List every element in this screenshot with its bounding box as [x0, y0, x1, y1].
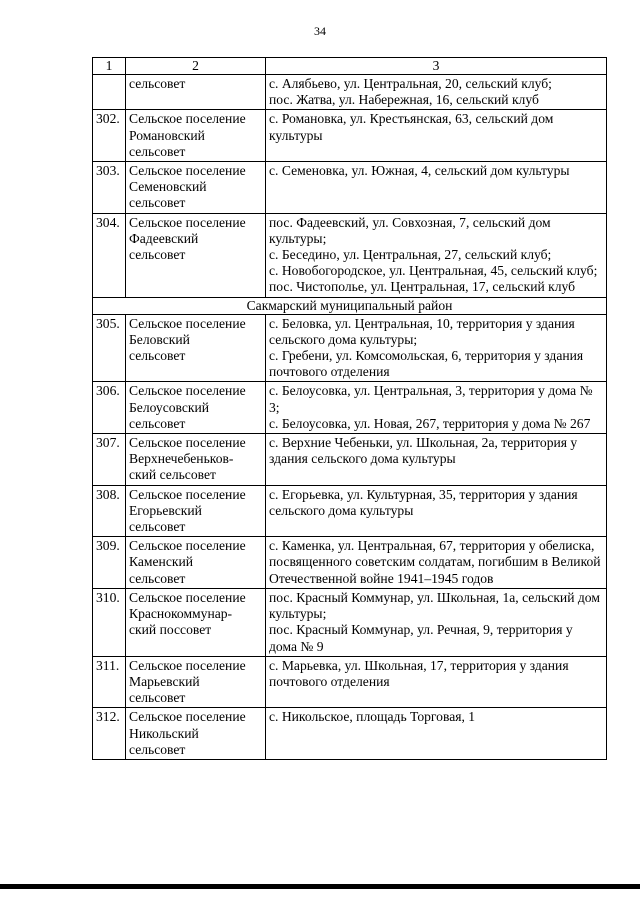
- address-entry: с. Гребени, ул. Комсомольская, 6, территория у здания почтового отделения: [269, 348, 584, 380]
- address-entry: с. Семеновка, ул. Южная, 4, сельский дом культуры: [269, 163, 570, 179]
- settlement-line: Романовский: [129, 127, 205, 143]
- row-number: 305.: [93, 314, 126, 382]
- address-entry: пос. Жатва, ул. Набережная, 16, сельский клуб: [269, 92, 539, 108]
- table-row: [93, 537, 607, 589]
- address-cell: [266, 75, 607, 110]
- settlement-line: сельсовет: [129, 519, 186, 535]
- settlement-line: сельсовет: [129, 76, 186, 91]
- row-number: 302.: [93, 110, 126, 162]
- settlement-line: Семеновский: [129, 179, 207, 195]
- section-title: Сакмарский муниципальный район: [93, 297, 607, 314]
- table-row: [93, 382, 607, 434]
- settlement-line: Сельское поселение: [129, 214, 246, 230]
- address-cell: [266, 537, 607, 589]
- settlement-line: Беловский: [129, 331, 190, 347]
- table-row: [93, 110, 607, 162]
- settlement-line: ский сельсовет: [129, 467, 216, 483]
- row-number: 303.: [93, 162, 126, 214]
- address-entry: пос. Красный Коммунар, ул. Речная, 9, территория у дома № 9: [269, 622, 573, 654]
- row-number: 306.: [93, 382, 126, 434]
- address-cell: [266, 213, 607, 297]
- table-row: [93, 162, 607, 214]
- address-cell: [266, 162, 607, 214]
- table-row: [93, 708, 607, 760]
- settlement-line: Сельское поселение: [129, 486, 246, 502]
- address-cell: [266, 588, 607, 656]
- table-header-row: [93, 58, 607, 75]
- address-cell: [266, 656, 607, 708]
- address-entry: пос. Чистополье, ул. Центральная, 17, сельский клуб: [269, 279, 576, 295]
- settlement-cell: [126, 314, 266, 382]
- settlement-line: Сельское поселение: [129, 709, 246, 725]
- row-number: 307.: [93, 434, 126, 486]
- settlement-line: Никольский: [129, 725, 199, 741]
- settlement-cell: [126, 75, 266, 110]
- table-body: [93, 58, 607, 760]
- settlement-line: ский поссовет: [129, 622, 212, 638]
- table-row: [93, 434, 607, 486]
- row-number: 310.: [93, 588, 126, 656]
- settlement-cell: [126, 434, 266, 486]
- table-row: [93, 213, 607, 297]
- address-cell: [266, 110, 607, 162]
- settlement-cell: [126, 382, 266, 434]
- settlement-cell: [126, 110, 266, 162]
- row-number: 312.: [93, 708, 126, 760]
- address-cell: [266, 485, 607, 537]
- settlement-line: Сельское поселение: [129, 163, 246, 179]
- settlement-line: Сельское поселение: [129, 315, 246, 331]
- polling-locations-table: [92, 57, 607, 760]
- settlement-cell: [126, 162, 266, 214]
- settlement-line: Фадеевский: [129, 230, 199, 246]
- settlement-line: сельсовет: [129, 195, 186, 211]
- settlement-line: сельсовет: [129, 690, 186, 706]
- settlement-line: Сельское поселение: [129, 383, 246, 399]
- settlement-line: Сельское поселение: [129, 657, 246, 673]
- address-entry: с. Новобогородское, ул. Центральная, 45, сельский клуб;: [269, 263, 598, 279]
- address-entry: с. Егорьевка, ул. Культурная, 35, территория у здания сельского дома культуры: [269, 486, 578, 518]
- settlement-cell: [126, 656, 266, 708]
- address-entry: с. Верхние Чебеньки, ул. Школьная, 2а, территория у здания сельского дома культуры: [269, 435, 578, 467]
- row-number: 311.: [93, 656, 126, 708]
- settlement-line: Сельское поселение: [129, 589, 246, 605]
- settlement-line: Каменский: [129, 554, 194, 570]
- table-row: [93, 314, 607, 382]
- settlement-line: Марьевский: [129, 673, 200, 689]
- row-number: [93, 75, 126, 110]
- settlement-cell: [126, 708, 266, 760]
- table-row: [93, 75, 607, 110]
- address-entry: с. Романовка, ул. Крестьянская, 63, сельский дом культуры: [269, 111, 554, 143]
- bottom-rule: [0, 884, 640, 889]
- section-row: [93, 297, 607, 314]
- settlement-line: Краснокоммунар-: [129, 606, 233, 622]
- header-col-number: 1: [93, 58, 126, 75]
- address-cell: [266, 314, 607, 382]
- settlement-line: Сельское поселение: [129, 111, 246, 127]
- settlement-line: сельсовет: [129, 741, 186, 757]
- address-entry: с. Никольское, площадь Торговая, 1: [269, 709, 476, 725]
- page-number: 34: [314, 24, 326, 38]
- address-entry: с. Белоусовка, ул. Новая, 267, территория у дома № 267: [269, 415, 591, 431]
- address-cell: [266, 382, 607, 434]
- table-row: [93, 485, 607, 537]
- settlement-line: сельсовет: [129, 247, 186, 263]
- settlement-line: Белоусовский: [129, 399, 210, 415]
- address-entry: с. Каменка, ул. Центральная, 67, территория у обелиска, посвященного советским солдатам, погибшим в Великой Отечественной войне 1941–1945 годов: [269, 538, 601, 586]
- settlement-line: Сельское поселение: [129, 435, 246, 451]
- address-entry: с. Белоусовка, ул. Центральная, 3, территория у дома № 3;: [269, 383, 593, 415]
- row-number: 308.: [93, 485, 126, 537]
- address-entry: пос. Красный Коммунар, ул. Школьная, 1а, сельский дом культуры;: [269, 589, 600, 622]
- address-cell: [266, 434, 607, 486]
- address-entry: с. Алябьево, ул. Центральная, 20, сельский клуб;: [269, 76, 552, 91]
- row-number: 304.: [93, 213, 126, 297]
- settlement-line: сельсовет: [129, 570, 186, 586]
- settlement-line: сельсовет: [129, 348, 186, 364]
- settlement-cell: [126, 588, 266, 656]
- settlement-line: Егорьевский: [129, 502, 202, 518]
- settlement-line: сельсовет: [129, 143, 186, 159]
- address-entry: с. Марьевка, ул. Школьная, 17, территория у здания почтового отделения: [269, 657, 569, 689]
- address-entry: с. Беловка, ул. Центральная, 10, территория у здания сельского дома культуры;: [269, 315, 575, 347]
- settlement-cell: [126, 537, 266, 589]
- address-cell: [266, 708, 607, 760]
- settlement-line: Сельское поселение: [129, 538, 246, 554]
- row-number: 309.: [93, 537, 126, 589]
- header-col-settlement: 2: [126, 58, 266, 75]
- settlement-line: Верхнечебеньков-: [129, 451, 234, 467]
- settlement-cell: [126, 485, 266, 537]
- address-entry: пос. Фадеевский, ул. Совхозная, 7, сельский дом культуры;: [269, 214, 551, 246]
- settlement-cell: [126, 213, 266, 297]
- header-col-addresses: 3: [266, 58, 607, 75]
- table-row: [93, 656, 607, 708]
- settlement-line: сельсовет: [129, 415, 186, 431]
- table-row: [93, 588, 607, 656]
- address-entry: с. Беседино, ул. Центральная, 27, сельский клуб;: [269, 247, 552, 263]
